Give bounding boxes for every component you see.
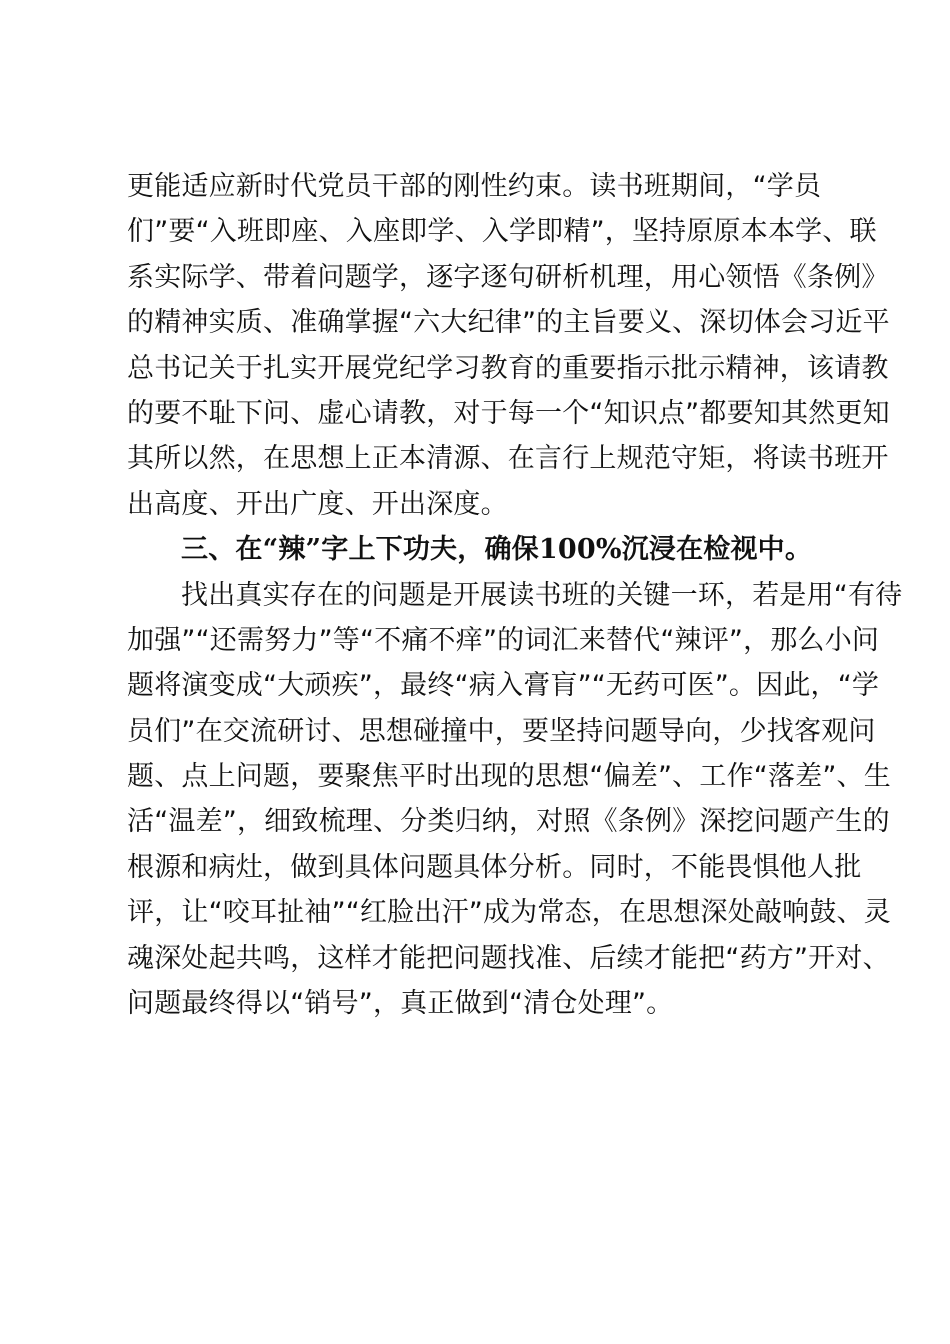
text-line: 出高度、开出广度、开出深度。 (127, 488, 508, 520)
paragraph-continued (127, 164, 890, 527)
text-line: 加强”“还需努力”等“不痛不痒”的词汇来替代“辣评”，那么小问 (127, 624, 880, 656)
text-line: 其所以然，在思想上正本清源、在言行上规范守矩，将读书班开 (127, 443, 889, 475)
text-line: 系实际学、带着问题学，逐字逐句研析机理，用心领悟《条例》 (127, 261, 889, 293)
text-line: 更能适应新时代党员干部的刚性约束。读书班期间，“学员 (127, 171, 822, 202)
text-line: 的要不耻下问、虚心请教，对于每一个“知识点”都要知其然更知 (127, 397, 890, 429)
text-line: 们”要“入班即座、入座即学、入学即精”，坚持原原本本学、联 (127, 216, 877, 248)
text-line: 问题最终得以“销号”，真正做到“清仓处理”。 (127, 988, 674, 1020)
section-heading-text: 三、在“辣”字上下功夫，确保100%沉浸在检视中。 (181, 534, 813, 566)
document-body (127, 164, 903, 1026)
section-heading (127, 527, 837, 572)
text-line: 题、点上问题，要聚焦平时出现的思想“偏差”、工作“落差”、生 (127, 761, 891, 793)
text-line: 的精神实质、准确掌握“六大纪律”的主旨要义、深切体会习近平 (127, 307, 890, 339)
text-line: 评，让“咬耳扯袖”“红脸出汗”成为常态，在思想深处敲响鼓、灵 (127, 897, 891, 929)
text-line: 题将演变成“大顽疾”，最终“病入膏肓”“无药可医”。因此，“学 (127, 670, 880, 702)
text-line: 员们”在交流研讨、思想碰撞中，要坚持问题导向，少找客观问 (127, 715, 876, 747)
text-line: 总书记关于扎实开展党纪学习教育的重要指示批示精神，该请教 (127, 352, 889, 384)
text-line: 活“温差”，细致梳理、分类归纳，对照《条例》深挖问题产生的 (127, 806, 890, 838)
text-line: 魂深处起共鸣，这样才能把问题找准、后续才能把“药方”开对、 (127, 942, 890, 974)
text-line: 根源和病灶，做到具体问题具体分析。同时，不能畏惧他人批 (127, 851, 862, 883)
text-line: 找出真实存在的问题是开展读书班的关键一环，若是用“有待 (181, 579, 903, 611)
paragraph-main (127, 573, 903, 1027)
